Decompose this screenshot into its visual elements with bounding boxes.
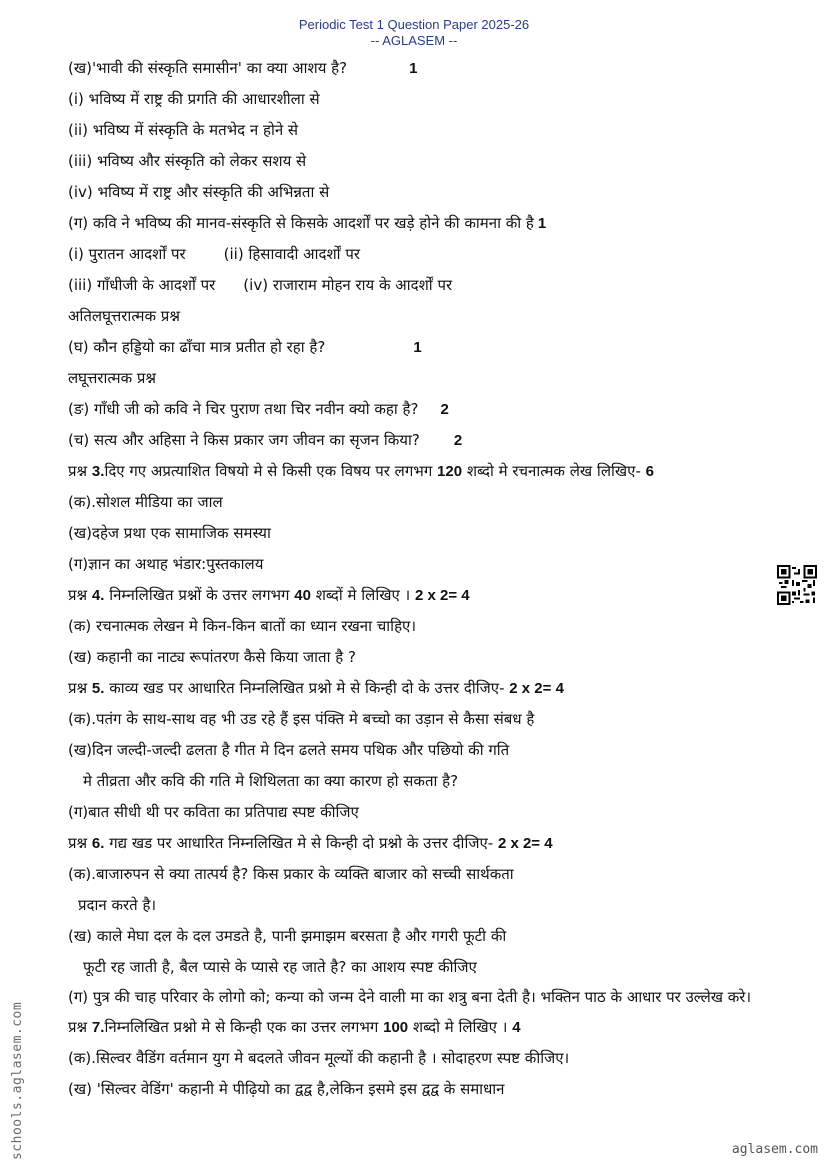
qr-code-icon <box>777 565 817 605</box>
question-line: (घ) कौन हड्डियो का ढाँचा मात्र प्रतीत हो रहा है? 1 <box>68 338 422 356</box>
option-line: (iii) गाँधीजी के आदर्शों पर (iv) राजाराम मोहन राय के आदर्शों पर <box>68 276 453 294</box>
option-line: (ग) पुत्र की चाह परिवार के लोगो को; कन्या को जन्म देने वाली मा का शत्रु बना देती है। भक्तिन पाठ के आधार पर उल्लेख करे। <box>68 988 752 1006</box>
side-watermark: schools.aglasem.com <box>10 1001 25 1160</box>
question-line: (ख)'भावी की संस्कृति समासीन' का क्या आशय है? 1 <box>68 59 418 77</box>
option-line: (क) रचनात्मक लेखन मे किन-किन बातों का ध्यान रखना चाहिए। <box>68 617 417 635</box>
question-heading: प्रश्न 4. निम्नलिखित प्रश्नों के उत्तर लगभग 40 शब्दों मे लिखिए । 2 x 2= 4 <box>68 586 470 604</box>
option-line: (ख)दिन जल्दी-जल्दी ढलता है गीत मे दिन ढलते समय पथिक और पछियो की गति <box>68 741 510 759</box>
marks: 6 <box>645 463 654 480</box>
option-line: प्रदान करते है। <box>78 896 157 914</box>
paper-source: -- AGLASEM -- <box>370 33 458 48</box>
question-content <box>68 58 780 1110</box>
option-line: (ग)ज्ञान का अथाह भंडार:पुस्तकालय <box>68 555 264 573</box>
option-line: (ख) 'सिल्वर वेडिंग' कहानी मे पीढ़ियो का द्वद्व है,लेकिन इसमे इस द्वद्व के समाधान <box>68 1080 505 1098</box>
question-heading: प्रश्न 5. काव्य खड पर आधारित निम्नलिखित प्रश्नो मे से किन्ही दो के उत्तर दीजिए- 2 x 2= 4 <box>68 679 564 697</box>
option-line: (क).पतंग के साथ-साथ वह भी उड रहे हैं इस पंक्ति मे बच्चो का उड़ान से कैसा संबध है <box>68 710 535 728</box>
marks: 2 <box>440 401 449 418</box>
option-line: (ग)बात सीधी थी पर कविता का प्रतिपाद्य स्पष्ट कीजिए <box>68 803 359 821</box>
marks: 1 <box>413 339 422 356</box>
section-heading: अतिलघूत्तरात्मक प्रश्न <box>68 307 180 325</box>
option-line: (क).सिल्वर वैडिंग वर्तमान युग मे बदलते जीवन मूल्यों की कहानी है । सोदाहरण स्पष्ट कीजिए। <box>68 1049 570 1067</box>
option-line: (ख) काले मेघा दल के दल उमडते है, पानी झमाझम बरसता है और गगरी फूटी की <box>68 927 507 945</box>
marks: 2 x 2= 4 <box>509 680 564 697</box>
option-line: (क).बाजारुपन से क्या तात्पर्य है? किस प्रकार के व्यक्ति बाजार को सच्ची सार्थकता <box>68 865 514 883</box>
question-heading: प्रश्न 6. गद्य खड पर आधारित निम्नलिखित मे से किन्ही दो प्रश्नो के उत्तर दीजिए- 2 x 2= 4 <box>68 834 553 852</box>
question-line: (ग) कवि ने भविष्य की मानव-संस्कृति से किसके आदर्शों पर खड़े होने की कामना की है 1 <box>68 214 547 232</box>
option-line: (i) भविष्य में राष्ट्र की प्रगति की आधारशीला से <box>68 90 320 108</box>
question-line: (ङ) गाँधी जी को कवि ने चिर पुराण तथा चिर नवीन क्यो कहा है? 2 <box>68 400 449 418</box>
option-line: (iv) भविष्य में राष्ट्र और संस्कृति की अभिन्नता से <box>68 183 330 201</box>
paper-title: Periodic Test 1 Question Paper 2025-26 <box>298 17 530 32</box>
question-heading: प्रश्न 3.दिए गए अप्रत्याशित विषयो मे से किसी एक विषय पर लगभग 120 शब्दो मे रचनात्मक लेख लिखिए- 6 <box>68 462 654 480</box>
option-line: (क).सोशल मीडिया का जाल <box>68 493 223 511</box>
option-line: (iii) भविष्य और संस्कृति को लेकर सशय से <box>68 152 307 170</box>
option-line: (ख)दहेज प्रथा एक सामाजिक समस्या <box>68 524 271 542</box>
marks: 1 <box>409 60 418 77</box>
marks: 2 x 2= 4 <box>415 587 470 604</box>
marks: 4 <box>512 1019 521 1036</box>
option-line: (i) पुरातन आदर्शों पर (ii) हिसावादी आदर्शों पर <box>68 245 360 263</box>
marks: 1 <box>537 215 547 232</box>
section-heading: लघूत्तरात्मक प्रश्न <box>68 369 157 387</box>
question-heading: प्रश्न 7.निम्नलिखित प्रश्नो मे से किन्ही एक का उत्तर लगभग 100 शब्दो मे लिखिए । 4 <box>68 1018 521 1036</box>
option-line: मे तीव्रता और कवि की गति मे शिथिलता का क्या कारण हो सकता है? <box>83 772 459 790</box>
option-line: (ख) कहानी का नाट्य रूपांतरण कैसे किया जाता है ? <box>68 648 356 666</box>
option-line: फूटी रह जाती है, बैल प्यासे के प्यासे रह जाते है? का आशय स्पष्ट कीजिए <box>83 958 477 976</box>
question-line: (च) सत्य और अहिसा ने किस प्रकार जग जीवन का सृजन किया? 2 <box>68 431 463 449</box>
page-header <box>0 17 828 49</box>
option-line: (ii) भविष्य में संस्कृति के मतभेद न होने से <box>68 121 299 139</box>
marks: 2 x 2= 4 <box>497 835 553 852</box>
marks: 2 <box>453 432 463 449</box>
footer-watermark: aglasem.com <box>731 1142 818 1157</box>
